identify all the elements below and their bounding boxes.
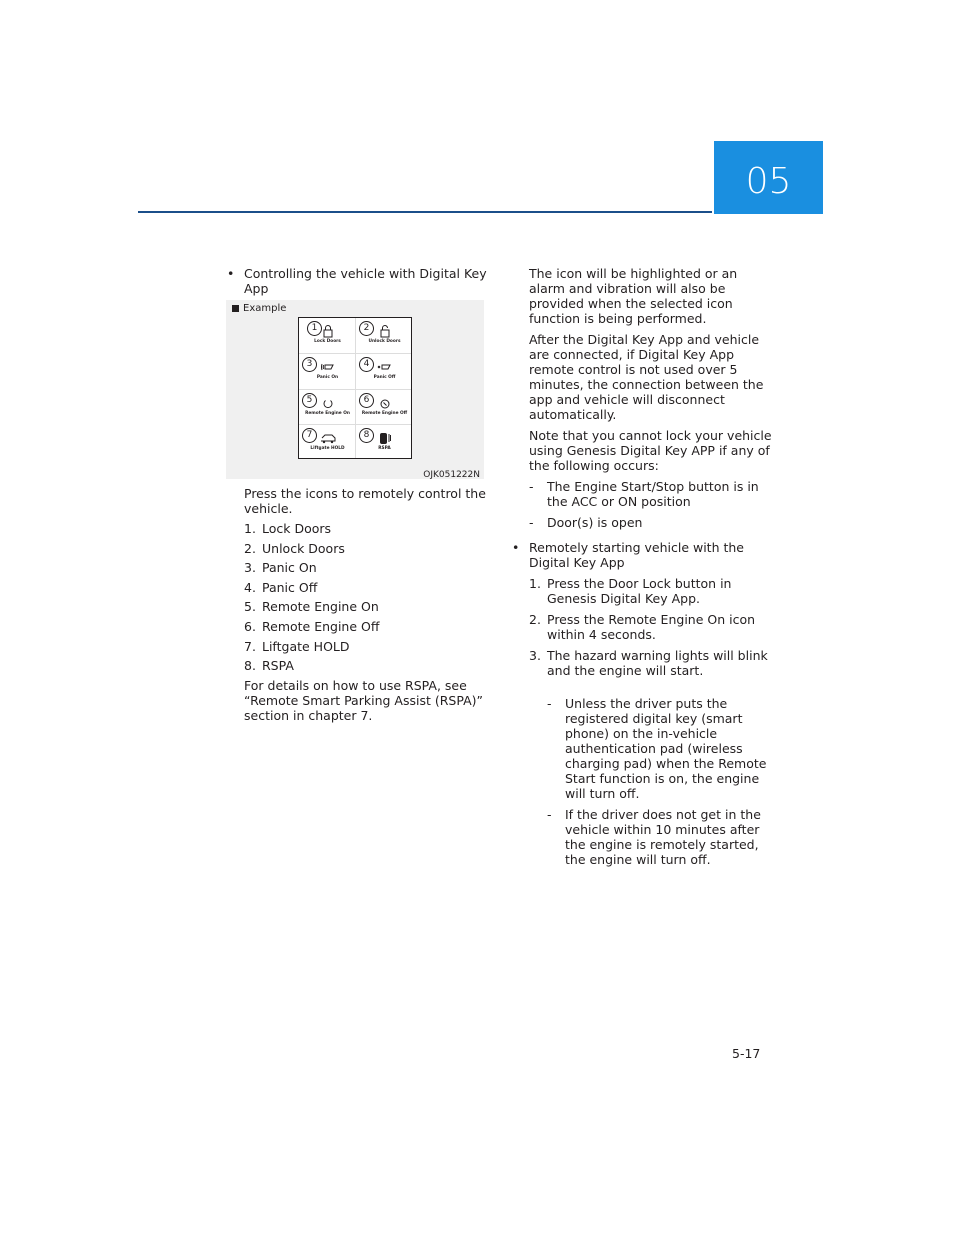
cell-label: Remote Engine Off	[361, 411, 408, 416]
cell-label: Unlock Doors	[368, 339, 401, 344]
list-item: 8. RSPA	[244, 658, 294, 674]
right-column	[529, 266, 774, 536]
cell-label: Lock Doors	[314, 339, 341, 344]
list-item: 1. Lock Doors	[244, 521, 332, 536]
cell-label: Liftgate HOLD	[310, 446, 345, 451]
engine-off-icon	[377, 396, 393, 410]
rspa-icon	[377, 431, 393, 445]
example-figure	[226, 300, 484, 479]
cell-rspa	[356, 425, 413, 460]
list-item: 5. Remote Engine On	[244, 599, 379, 615]
right-column-remote-start	[512, 540, 774, 873]
bullet-controlling: • Controlling the vehicle with Digital Key App	[227, 266, 487, 296]
cell-remote-engine-on	[299, 390, 356, 425]
cell-label: Panic On	[316, 375, 339, 380]
left-column-body	[244, 486, 489, 729]
cell-number: 8	[359, 428, 374, 443]
list-item: 2. Unlock Doors	[244, 540, 345, 556]
paragraph-disconnect: After the Digital Key App and vehicle are connected, if Digital Key App remote control is not used over 5 minutes, the connection between the app and vehicle will disconnect automatically.	[529, 332, 764, 422]
cell-panic-on	[299, 354, 356, 389]
cell-remote-engine-off	[356, 390, 413, 425]
chapter-number: 05	[745, 161, 792, 202]
cell-number: 2	[359, 321, 374, 336]
intro-text: Press the icons to remotely control the vehicle.	[244, 486, 486, 516]
paragraph-highlight: The icon will be highlighted or an alarm and vibration will also be provided when the selected icon function is being performed.	[529, 266, 738, 326]
left-column	[227, 266, 489, 302]
cell-number: 7	[302, 428, 317, 443]
remote-control-grid	[298, 317, 412, 459]
cell-number: 6	[359, 393, 374, 408]
chapter-tab	[714, 141, 823, 214]
lock-icon	[320, 324, 336, 338]
step-item: 3. The hazard warning lights will blink and the engine will start.	[529, 648, 768, 678]
list-item: 3. Panic On	[244, 560, 317, 576]
bullet-text: Controlling the vehicle with Digital Key App	[244, 266, 487, 296]
unlock-icon	[377, 324, 393, 338]
condition-item: - The Engine Start/Stop button is in the ACC or ON position	[529, 479, 759, 509]
subnote-item: - Unless the driver puts the registered digital key (smart phone) on the in-vehicle authentication pad (wireless charging pad) when the Remote Start function is on, the engine will turn off.	[547, 696, 767, 801]
bullet-remote-start: • Remotely starting vehicle with the Digital Key App	[512, 540, 744, 570]
horn-off-icon	[377, 360, 393, 374]
header-rule	[138, 211, 712, 213]
subnote-item: - If the driver does not get in the vehicle within 10 minutes after the engine is remotely started, the engine will turn off.	[547, 807, 761, 867]
square-bullet-icon	[232, 305, 239, 312]
figure-label: Example	[232, 303, 286, 314]
cell-lock-doors	[299, 318, 356, 353]
cell-number: 1	[307, 321, 322, 336]
cell-label: RSPA	[378, 446, 391, 451]
step-item: 2. Press the Remote Engine On icon within 4 seconds.	[529, 612, 756, 642]
paragraph-lock-note: Note that you cannot lock your vehicle using Genesis Digital Key APP if any of the following occurs:	[529, 428, 772, 473]
cell-label: Panic Off	[373, 375, 396, 380]
figure-code: OJK051222N	[423, 470, 480, 480]
cell-number: 3	[302, 357, 317, 372]
cell-liftgate-hold	[299, 425, 356, 460]
cell-number: 4	[359, 357, 374, 372]
page-number: 5-17	[732, 1046, 761, 1061]
cell-panic-off	[356, 354, 413, 389]
step-item: 1. Press the Door Lock button in Genesis Digital Key App.	[529, 576, 732, 606]
cell-unlock-doors	[356, 318, 413, 353]
condition-item: - Door(s) is open	[529, 515, 643, 530]
list-item: 4. Panic Off	[244, 579, 318, 595]
cell-number: 5	[302, 393, 317, 408]
horn-on-icon	[320, 360, 336, 374]
cell-label: Remote Engine On	[305, 411, 350, 416]
engine-on-icon	[320, 396, 336, 410]
rspa-note: For details on how to use RSPA, see “Remote Smart Parking Assist (RSPA)” section in chapter 7.	[244, 677, 483, 723]
list-item: 7. Liftgate HOLD	[244, 638, 350, 654]
liftgate-icon	[320, 431, 336, 445]
list-item: 6. Remote Engine Off	[244, 618, 380, 634]
